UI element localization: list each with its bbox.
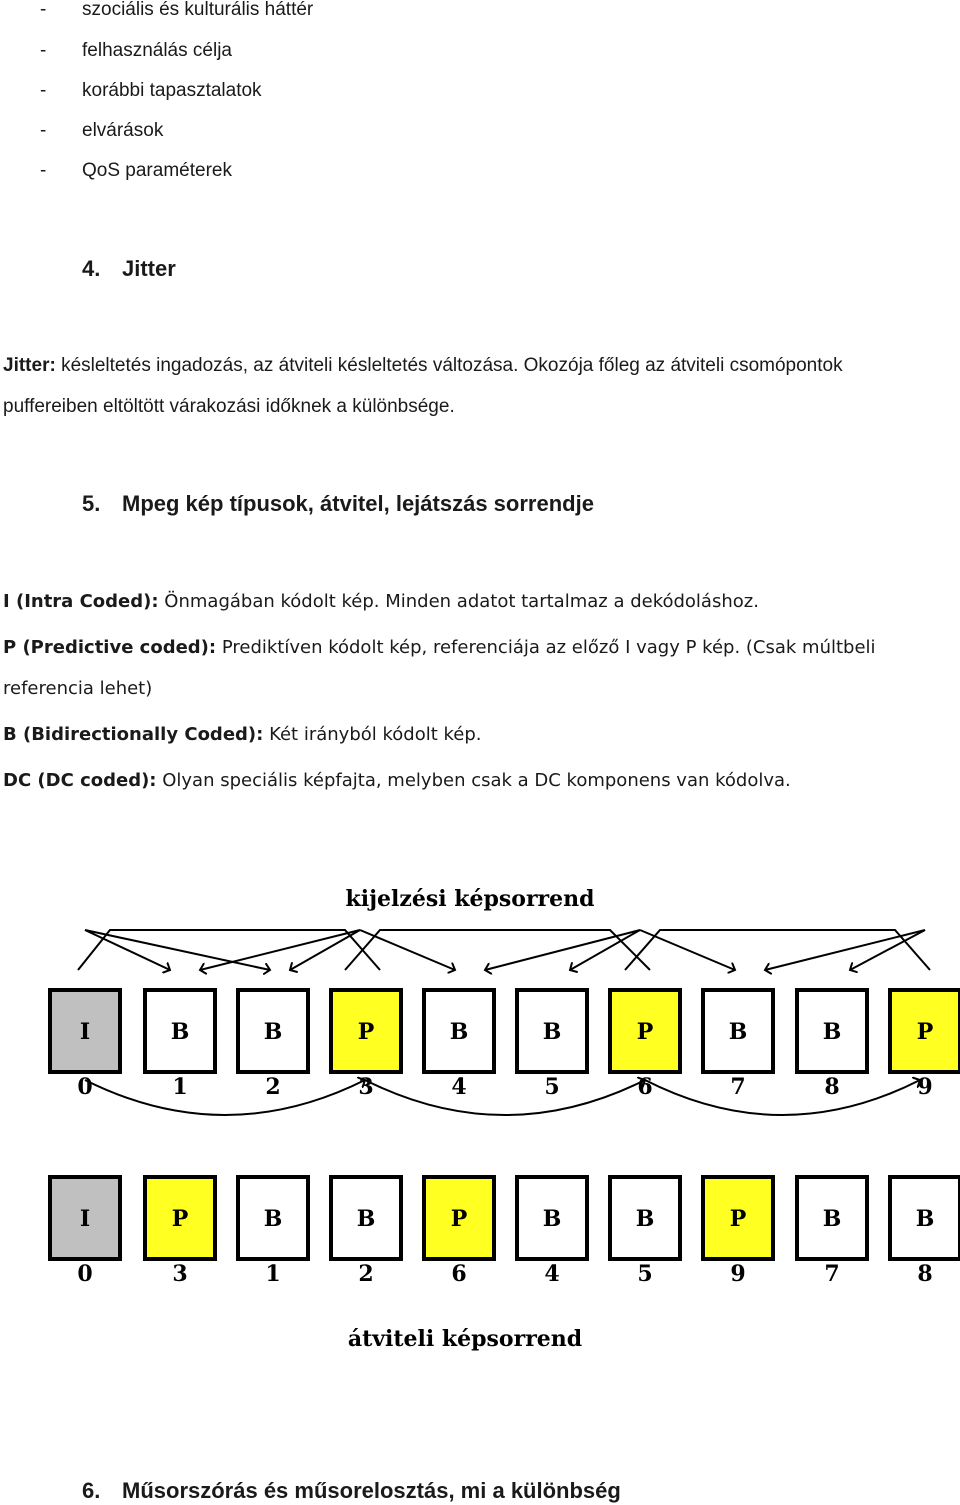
section-title: Műsorszórás és műsorelosztás, mi a különbség bbox=[122, 1478, 621, 1503]
definition-i-frame bbox=[3, 590, 759, 614]
frame-number-label: 6 bbox=[451, 1261, 467, 1287]
display-frame-p bbox=[890, 990, 960, 1100]
frame-type-label: B bbox=[542, 1206, 562, 1232]
frame-type-label: B bbox=[728, 1019, 748, 1045]
bullet-dash: - bbox=[40, 160, 47, 181]
definition-text: Önmagában kódolt kép. Minden adatot tartalmaz a dekódoláshoz. bbox=[158, 591, 759, 612]
bullet-dash: - bbox=[40, 80, 47, 101]
list-item-text: felhasználás célja bbox=[82, 40, 232, 61]
frame-number-label: 3 bbox=[172, 1261, 188, 1287]
display-frame-b bbox=[424, 990, 494, 1100]
frame-number-label: 3 bbox=[358, 1074, 374, 1100]
list-item-text: QoS paraméterek bbox=[82, 160, 232, 181]
transmission-frame-i bbox=[50, 1177, 120, 1287]
section-title: Mpeg kép típusok, átvitel, lejátszás sorrendje bbox=[122, 491, 594, 516]
definition-text: Két irányból kódolt kép. bbox=[263, 724, 482, 745]
definition-p-frame-cont bbox=[3, 677, 152, 701]
frame-type-label: I bbox=[79, 1206, 91, 1232]
display-frame-p bbox=[331, 990, 401, 1100]
transmission-frame-p bbox=[424, 1177, 494, 1287]
frame-type-label: I bbox=[79, 1019, 91, 1045]
section-number: 6. bbox=[82, 1478, 101, 1503]
frame-type-label: B bbox=[915, 1206, 935, 1232]
frame-number-label: 1 bbox=[172, 1074, 188, 1100]
display-order-title: kijelzési képsorrend bbox=[345, 886, 595, 912]
paragraph-text: késleltetés ingadozás, az átviteli késleltetés változása. Okozója főleg az átviteli csomópontok bbox=[55, 355, 843, 376]
section-title: Jitter bbox=[122, 256, 176, 281]
frame-number-label: 2 bbox=[265, 1074, 281, 1100]
section-heading-mpeg bbox=[82, 490, 594, 518]
frame-type-label: B bbox=[263, 1206, 283, 1232]
display-frame-i bbox=[50, 990, 120, 1100]
display-frame-b bbox=[145, 990, 215, 1100]
display-frame-p bbox=[610, 990, 680, 1100]
frame-number-label: 0 bbox=[77, 1261, 93, 1287]
frame-number-label: 5 bbox=[637, 1261, 653, 1287]
frame-type-label: B bbox=[635, 1206, 655, 1232]
definition-text: referencia lehet) bbox=[3, 678, 153, 699]
transmission-frame-b bbox=[331, 1177, 401, 1287]
transmission-order-title: átviteli képsorrend bbox=[347, 1326, 583, 1352]
frame-type-label: P bbox=[357, 1019, 375, 1045]
frame-type-label: P bbox=[729, 1206, 747, 1232]
frame-number-label: 7 bbox=[824, 1261, 840, 1287]
transmission-frame-b bbox=[797, 1177, 867, 1287]
frame-type-label: B bbox=[356, 1206, 376, 1232]
reference-arrows-bottom bbox=[85, 1080, 920, 1115]
frame-type-label: B bbox=[170, 1019, 190, 1045]
display-frame-b bbox=[797, 990, 867, 1100]
display-frame-b bbox=[517, 990, 587, 1100]
frame-number-label: 6 bbox=[637, 1074, 653, 1100]
term: I (Intra Coded): bbox=[3, 591, 159, 612]
frame-type-label: P bbox=[450, 1206, 468, 1232]
definition-dc-frame bbox=[3, 769, 791, 793]
transmission-frame-b bbox=[890, 1177, 960, 1287]
reference-arrow bbox=[200, 930, 360, 970]
frame-number-label: 0 bbox=[77, 1074, 93, 1100]
frame-type-label: P bbox=[636, 1019, 654, 1045]
definition-text: Olyan speciális képfajta, melyben csak a DC komponens van kódolva. bbox=[156, 770, 791, 791]
display-frame-b bbox=[238, 990, 308, 1100]
reference-arc bbox=[625, 930, 930, 970]
transmission-frame-b bbox=[610, 1177, 680, 1287]
paragraph-jitter-line1 bbox=[3, 354, 843, 378]
transmission-order-row bbox=[50, 1177, 960, 1287]
definition-p-frame bbox=[3, 636, 876, 660]
bullet-dash: - bbox=[40, 40, 47, 61]
section-heading-jitter bbox=[82, 255, 176, 283]
frame-number-label: 4 bbox=[544, 1261, 560, 1287]
forward-reference-arrow bbox=[645, 1080, 920, 1115]
frame-number-label: 8 bbox=[824, 1074, 840, 1100]
frame-type-label: B bbox=[263, 1019, 283, 1045]
list-item-text: korábbi tapasztalatok bbox=[82, 80, 262, 101]
frame-type-label: B bbox=[542, 1019, 562, 1045]
transmission-frame-p bbox=[145, 1177, 215, 1287]
frame-number-label: 2 bbox=[358, 1261, 374, 1287]
transmission-frame-b bbox=[517, 1177, 587, 1287]
frame-type-label: P bbox=[916, 1019, 934, 1045]
forward-reference-arrow bbox=[365, 1080, 645, 1115]
reference-arrow bbox=[85, 930, 170, 970]
definition-text: Prediktíven kódolt kép, referenciája az előző I vagy P kép. (Csak múltbeli bbox=[216, 637, 876, 658]
frame-number-label: 1 bbox=[265, 1261, 281, 1287]
frame-number-label: 4 bbox=[451, 1074, 467, 1100]
paragraph-jitter-line2 bbox=[3, 395, 455, 419]
display-frame-b bbox=[703, 990, 773, 1100]
term-jitter: Jitter: bbox=[3, 355, 56, 376]
frame-type-label: B bbox=[822, 1019, 842, 1045]
bullet-dash: - bbox=[40, 0, 47, 20]
section-number: 4. bbox=[82, 256, 101, 281]
frame-type-label: B bbox=[449, 1019, 469, 1045]
definition-b-frame bbox=[3, 723, 482, 747]
reference-arrows-top bbox=[78, 930, 930, 970]
bullet-dash: - bbox=[40, 120, 47, 141]
transmission-frame-p bbox=[703, 1177, 773, 1287]
frame-number-label: 9 bbox=[917, 1074, 933, 1100]
frame-number-label: 7 bbox=[730, 1074, 746, 1100]
term: DC (DC coded): bbox=[3, 770, 157, 791]
frame-type-label: P bbox=[171, 1206, 189, 1232]
forward-reference-arrow bbox=[85, 1080, 365, 1115]
paragraph-text: puffereiben eltöltött várakozási időknek a különbsége. bbox=[3, 396, 455, 417]
frame-number-label: 9 bbox=[730, 1261, 746, 1287]
display-order-row bbox=[50, 990, 960, 1100]
list-item-text: szociális és kulturális háttér bbox=[82, 0, 314, 20]
frame-type-label: B bbox=[822, 1206, 842, 1232]
mpeg-frame-order-diagram bbox=[0, 870, 960, 1370]
reference-arrow bbox=[85, 930, 270, 970]
term: B (Bidirectionally Coded): bbox=[3, 724, 264, 745]
list-item-text: elvárások bbox=[82, 120, 164, 141]
transmission-frame-b bbox=[238, 1177, 308, 1287]
term: P (Predictive coded): bbox=[3, 637, 217, 658]
frame-number-label: 5 bbox=[544, 1074, 560, 1100]
frame-number-label: 8 bbox=[917, 1261, 933, 1287]
section-number: 5. bbox=[82, 491, 101, 516]
section-heading-broadcast bbox=[82, 1477, 621, 1505]
